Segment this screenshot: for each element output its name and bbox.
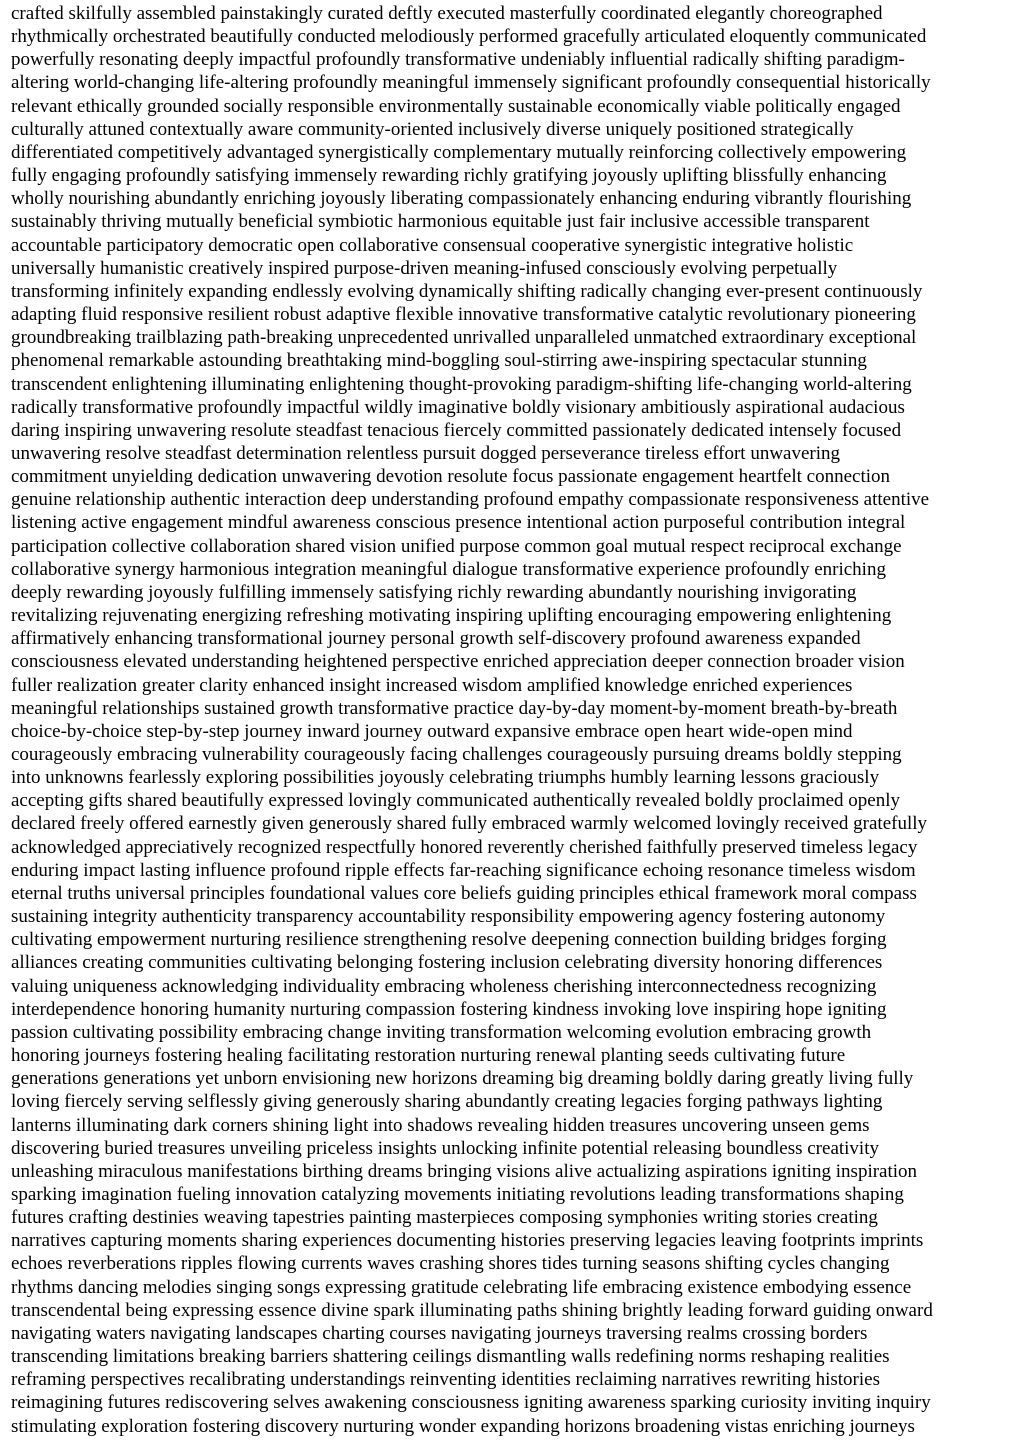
text-line-26: deeply rewarding joyously fulfilling immensely satisfying richly rewarding abundantly nourishing invigorating bbox=[11, 581, 857, 603]
text-line-59: transcending limitations breaking barriers shattering ceilings dismantling walls redefining norms reshaping realities bbox=[11, 1346, 890, 1368]
text-line-42: alliances creating communities cultivating belonging fostering inclusion celebrating diversity honoring differences bbox=[11, 952, 883, 974]
text-line-10: sustainably thriving mutually beneficial symbiotic harmonious equitable just fair inclusive accessible transparent bbox=[11, 211, 870, 233]
text-line-45: passion cultivating possibility embracing change inviting transformation welcoming evolution embracing growth bbox=[11, 1021, 872, 1043]
text-line-50: discovering buried treasures unveiling priceless insights unlocking infinite potential releasing boundless creativity bbox=[11, 1137, 879, 1159]
text-line-61: reimagining futures rediscovering selves awakening consciousness igniting awareness sparking curiosity inviting inquiry bbox=[11, 1392, 931, 1414]
text-line-32: choice-by-choice step-by-step journey inward journey outward expansive embrace open heart wide-open mind bbox=[11, 720, 853, 742]
text-line-40: sustaining integrity authenticity transparency accountability responsibility empowering agency fostering autonomy bbox=[11, 906, 886, 928]
text-line-54: narratives capturing moments sharing experiences documenting histories preserving legacies leaving footprints imprints bbox=[11, 1230, 924, 1252]
text-line-37: acknowledged appreciatively recognized respectfully honored reverently cherished faithfully preserved timeless legacy bbox=[11, 836, 918, 858]
text-line-6: culturally attuned contextually aware community-oriented inclusively diverse uniquely positioned strategically bbox=[11, 118, 854, 140]
text-line-30: fuller realization greater clarity enhanced insight increased wisdom amplified knowledge enriched experiences bbox=[11, 674, 853, 696]
text-line-57: transcendental being expressing essence divine spark illuminating paths shining brightly leading forward guiding onward bbox=[11, 1299, 933, 1321]
text-line-11: accountable participatory democratic open collaborative consensual cooperative synergistic integrative holistic bbox=[11, 234, 854, 256]
text-line-13: transforming infinitely expanding endlessly evolving dynamically shifting radically changing ever-present continuously bbox=[11, 280, 923, 302]
text-line-24: participation collective collaboration shared vision unified purpose common goal mutual respect reciprocal exchange bbox=[11, 535, 902, 557]
text-line-43: valuing uniqueness acknowledging individuality embracing wholeness cherishing interconnectedness recognizing bbox=[11, 975, 877, 997]
text-line-16: phenomenal remarkable astounding breathtaking mind-boggling soul-stirring awe-inspiring spectacular stunning bbox=[11, 350, 867, 372]
text-line-23: listening active engagement mindful awareness conscious presence intentional action purposeful contribution integral bbox=[11, 512, 906, 534]
text-line-4: altering world-changing life-altering profoundly meaningful immensely significant profoundly consequential historically bbox=[11, 72, 931, 94]
text-line-3: powerfully resonating deeply impactful profoundly transformative undeniably influential radically shifting paradigm- bbox=[11, 49, 905, 71]
text-line-22: genuine relationship authentic interaction deep understanding profound empathy compassionate responsiveness attentive bbox=[11, 489, 930, 511]
text-line-49: lanterns illuminating dark corners shining light into shadows revealing hidden treasures uncovering unseen gems bbox=[11, 1114, 870, 1136]
text-line-62: stimulating exploration fostering discovery nurturing wonder expanding horizons broadening vistas enriching journeys bbox=[11, 1415, 915, 1437]
text-line-8: fully engaging profoundly satisfying immensely rewarding richly gratifying joyously uplifting blissfully enhancing bbox=[11, 165, 887, 187]
text-line-19: daring inspiring unwavering resolute steadfast tenacious fiercely committed passionately dedicated intensely focused bbox=[11, 419, 902, 441]
text-line-9: wholly nourishing abundantly enriching joyously liberating compassionately enhancing enduring vibrantly flourishing bbox=[11, 188, 912, 210]
text-line-20: unwavering resolve steadfast determination relentless pursuit dogged perseverance tireless effort unwavering bbox=[11, 442, 841, 464]
text-line-38: enduring impact lasting influence profound ripple effects far-reaching significance echoing resonance timeless wisdom bbox=[11, 859, 916, 881]
text-line-35: accepting gifts shared beautifully expressed lovingly communicated authentically revealed boldly proclaimed openly bbox=[11, 790, 901, 812]
text-line-28: affirmatively enhancing transformational journey personal growth self-discovery profound awareness expanded bbox=[11, 628, 861, 650]
text-line-60: reframing perspectives recalibrating understandings reinventing identities reclaiming narratives rewriting histories bbox=[11, 1369, 880, 1391]
text-line-29: consciousness elevated understanding heightened perspective enriched appreciation deeper connection broader vision bbox=[11, 651, 905, 673]
text-line-34: into unknowns fearlessly exploring possibilities joyously celebrating triumphs humbly learning lessons graciously bbox=[11, 767, 880, 789]
text-line-36: declared freely offered earnestly given generously shared fully embraced warmly welcomed lovingly received gratefully bbox=[11, 813, 928, 835]
text-line-47: generations generations yet unborn envisioning new horizons dreaming big dreaming boldly daring greatly living fully bbox=[11, 1068, 914, 1090]
text-line-2: rhythmically orchestrated beautifully conducted melodiously performed gracefully articulated eloquently communicated bbox=[11, 26, 927, 48]
text-line-33: courageously embracing vulnerability courageously facing challenges courageously pursuing dreams boldly stepping bbox=[11, 744, 902, 765]
text-line-55: echoes reverberations ripples flowing currents waves crashing shores tides turning seasons shifting cycles changing bbox=[11, 1253, 890, 1275]
text-line-48: loving fiercely serving selflessly giving generously sharing abundantly creating legacies forging pathways lighting bbox=[11, 1091, 883, 1113]
text-line-56: rhythms dancing melodies singing songs expressing gratitude celebrating life embracing existence embodying essence bbox=[11, 1276, 912, 1298]
text-line-25: collaborative synergy harmonious integration meaningful dialogue transformative experience profoundly enriching bbox=[11, 558, 886, 580]
text-line-5: relevant ethically grounded socially responsible environmentally sustainable economically viable politically engaged bbox=[11, 95, 901, 117]
text-line-58: navigating waters navigating landscapes charting courses navigating journeys traversing realms crossing borders bbox=[11, 1322, 868, 1344]
text-line-12: universally humanistic creatively inspired purpose-driven meaning-infused consciously evolving perpetually bbox=[11, 257, 838, 279]
text-line-53: futures crafting destinies weaving tapestries painting masterpieces composing symphonies writing stories creating bbox=[11, 1207, 878, 1229]
text-line-31: meaningful relationships sustained growth transformative practice day-by-day moment-by-moment breath-by-breath bbox=[11, 697, 898, 719]
text-line-27: revitalizing rejuvenating energizing refreshing motivating inspiring uplifting encouraging empowering enlightening bbox=[11, 605, 892, 627]
text-line-14: adapting fluid responsive resilient robust adaptive flexible innovative transformative catalytic revolutionary pioneering bbox=[11, 304, 916, 326]
text-line-39: eternal truths universal principles foundational values core beliefs guiding principles ethical framework moral compass bbox=[11, 882, 917, 904]
text-line-46: honoring journeys fostering healing facilitating restoration nurturing renewal planting seeds cultivating future bbox=[11, 1045, 846, 1067]
text-line-52: sparking imagination fueling innovation catalyzing movements initiating revolutions leading transformations shaping bbox=[11, 1183, 904, 1205]
text-line-51: unleashing miraculous manifestations birthing dreams bringing visions alive actualizing aspirations igniting inspiration bbox=[11, 1160, 918, 1182]
text-line-7: differentiated competitively advantaged synergistically complementary mutually reinforcing collectively empowering bbox=[11, 141, 907, 163]
text-line-44: interdependence honoring humanity nurturing compassion fostering kindness invoking love inspiring hope igniting bbox=[11, 998, 887, 1020]
text-line-15: groundbreaking trailblazing path-breaking unprecedented unrivalled unparalleled unmatched extraordinary exceptional bbox=[11, 327, 917, 349]
text-line-41: cultivating empowerment nurturing resilience strengthening resolve deepening connection building bridges forging bbox=[11, 929, 887, 951]
text-line-18: radically transformative profoundly impactful wildly imaginative boldly visionary ambitiously aspirational audacious bbox=[11, 396, 905, 418]
text-line-21: commitment unyielding dedication unwavering devotion resolute focus passionate engagement heartfelt connection bbox=[11, 466, 891, 488]
text-line-17: transcendent enlightening illuminating enlightening thought-provoking paradigm-shifting life-changing world-altering bbox=[11, 373, 912, 395]
text-line-1: crafted skilfully assembled painstakingly curated deftly executed masterfully coordinated elegantly choreographed bbox=[11, 3, 883, 24]
